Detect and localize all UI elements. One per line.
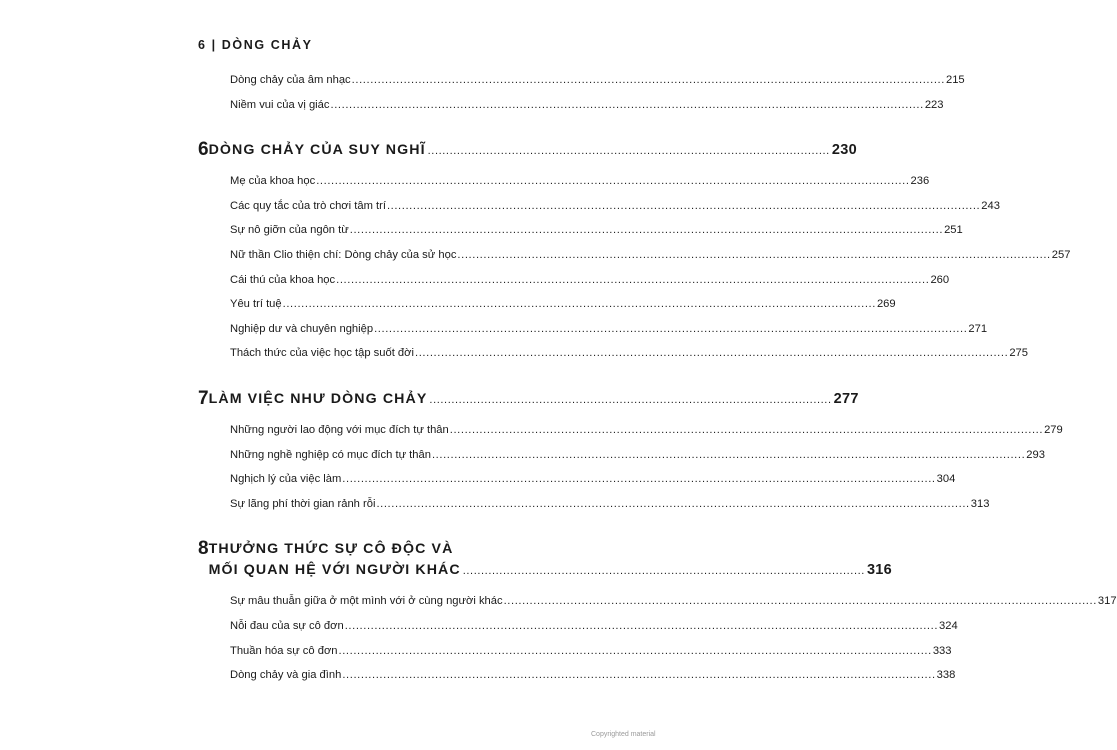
- chapter-title-text: DÒNG CHẢY CỦA SUY NGHĨ: [208, 142, 426, 159]
- toc-entry: [230, 98, 944, 124]
- dot-leader: [350, 224, 943, 236]
- toc-entry: [230, 619, 958, 645]
- dot-leader: [432, 449, 1025, 461]
- chapter-page: 230: [831, 142, 857, 159]
- dot-leader: [429, 394, 831, 406]
- toc-entry-title: Sự mâu thuẫn giữa ở một mình với ở cùng người khác: [230, 595, 503, 608]
- toc-entry-page: 313: [970, 497, 990, 510]
- toc-entry-page: 251: [944, 224, 963, 237]
- toc-entry-title: Thuần hóa sự cô đơn: [230, 644, 338, 657]
- toc-entry-title: Nỗi đau của sự cô đơn: [230, 619, 344, 632]
- chapter-title: [209, 388, 859, 412]
- toc-entry-title: Các quy tắc của trò chơi tâm trí: [230, 199, 386, 212]
- toc-entry: [230, 473, 956, 498]
- toc-entry-page: 324: [939, 619, 958, 632]
- toc-entry: [230, 199, 1000, 225]
- toc-entry: [230, 224, 963, 249]
- dot-leader: [316, 175, 909, 187]
- toc-entry-page: 293: [1026, 448, 1045, 461]
- toc-entry-title: Sự lãng phí thời gian rảnh rỗi: [230, 497, 376, 510]
- toc-entry: [230, 448, 1045, 474]
- dot-leader: [376, 498, 969, 510]
- toc-entry-title: Nghiệp dư và chuyên nghiệp: [230, 322, 374, 335]
- dot-leader: [352, 74, 945, 86]
- dot-leader: [336, 274, 929, 286]
- toc-entry-title: Nghịch lý của việc làm: [230, 473, 342, 486]
- dot-leader: [387, 200, 980, 212]
- toc-entry: [230, 669, 956, 694]
- toc-entry-title: Những nghề nghiệp có mục đích tự thân: [230, 448, 431, 461]
- toc-entry: [230, 595, 1117, 620]
- chapter-page: 316: [866, 562, 893, 579]
- chapter-title-text: MỐI QUAN HỆ VỚI NGƯỜI KHÁC: [208, 562, 461, 579]
- toc-entry-page: 223: [924, 98, 944, 111]
- toc-entry: [230, 497, 990, 523]
- chapter-title: [209, 538, 892, 583]
- toc-entry: [230, 74, 965, 99]
- dot-leader: [342, 669, 935, 681]
- toc-entry-page: 271: [968, 322, 988, 335]
- chapter-page: 277: [833, 390, 859, 407]
- toc-entry-page: 215: [945, 74, 965, 86]
- chapter-title-text: THƯỞNG THỨC SỰ CÔ ĐỘC VÀ: [208, 541, 454, 558]
- dot-leader: [283, 298, 876, 310]
- toc-entry-page: 257: [1051, 248, 1071, 261]
- toc-entry: [230, 273, 950, 299]
- dot-leader: [374, 323, 967, 335]
- copyright-watermark: Copyrighted material: [591, 731, 656, 738]
- dot-leader: [457, 249, 1050, 261]
- dot-leader: [330, 99, 923, 111]
- toc-entry-title: Cái thú của khoa học: [230, 273, 336, 286]
- toc-entry-page: 279: [1044, 423, 1063, 436]
- toc-entry-page: 275: [1009, 347, 1028, 360]
- toc-entry-title: Thách thức của việc học tập suốt đời: [230, 347, 414, 360]
- dot-leader: [504, 595, 1097, 607]
- chapter-heading-7: [198, 387, 859, 412]
- dot-leader: [463, 565, 865, 577]
- toc-entry: [230, 248, 1071, 274]
- toc-entry-title: Niềm vui của vị giác: [230, 98, 330, 111]
- chapter-number: 7: [198, 387, 209, 409]
- toc-entry-title: Nữ thần Clio thiện chí: Dòng chảy của sử học: [230, 248, 457, 261]
- dot-leader: [342, 473, 935, 485]
- chapter-title: [209, 139, 857, 163]
- dot-leader: [428, 145, 830, 157]
- toc-entry-page: 338: [936, 669, 956, 682]
- toc-entry-page: 304: [936, 473, 956, 486]
- toc-entry-page: 333: [932, 644, 952, 657]
- toc-entry: [230, 322, 988, 348]
- chapter-title-text: LÀM VIỆC NHƯ DÒNG CHẢY: [208, 390, 428, 407]
- toc-entry-title: Mẹ của khoa học: [230, 175, 316, 188]
- dot-leader: [345, 620, 938, 632]
- toc-entry-page: 269: [876, 298, 896, 311]
- chapter-number: 8: [198, 538, 209, 560]
- toc-entry-title: Dòng chảy của âm nhạc: [230, 74, 351, 86]
- dot-leader: [339, 645, 932, 657]
- running-head: 6 | DÒNG CHẢY: [198, 38, 313, 52]
- toc-entry: [230, 175, 930, 200]
- toc-entry-title: Những người lao động với mục đích tự thân: [230, 423, 449, 436]
- toc-entry-title: Dòng chảy và gia đình: [230, 669, 342, 682]
- toc-entry-title: Yêu trí tuệ: [230, 298, 282, 311]
- toc-entry: [230, 298, 896, 323]
- toc-entry: [230, 423, 1063, 449]
- chapter-heading-6: [198, 139, 857, 163]
- chapter-number: 6: [198, 139, 209, 161]
- toc-entry-page: 243: [981, 199, 1000, 212]
- toc-entry: [230, 644, 952, 670]
- toc-entry-page: 236: [910, 175, 930, 188]
- toc-entry-title: Sự nô giỡn của ngôn từ: [230, 224, 349, 237]
- toc-entry-page: 260: [930, 273, 950, 286]
- dot-leader: [415, 347, 1008, 359]
- table-of-contents: [198, 74, 1117, 694]
- toc-entry: [230, 347, 1028, 372]
- toc-entry-page: 317: [1097, 595, 1117, 608]
- chapter-heading-8: [198, 538, 893, 583]
- dot-leader: [450, 424, 1043, 436]
